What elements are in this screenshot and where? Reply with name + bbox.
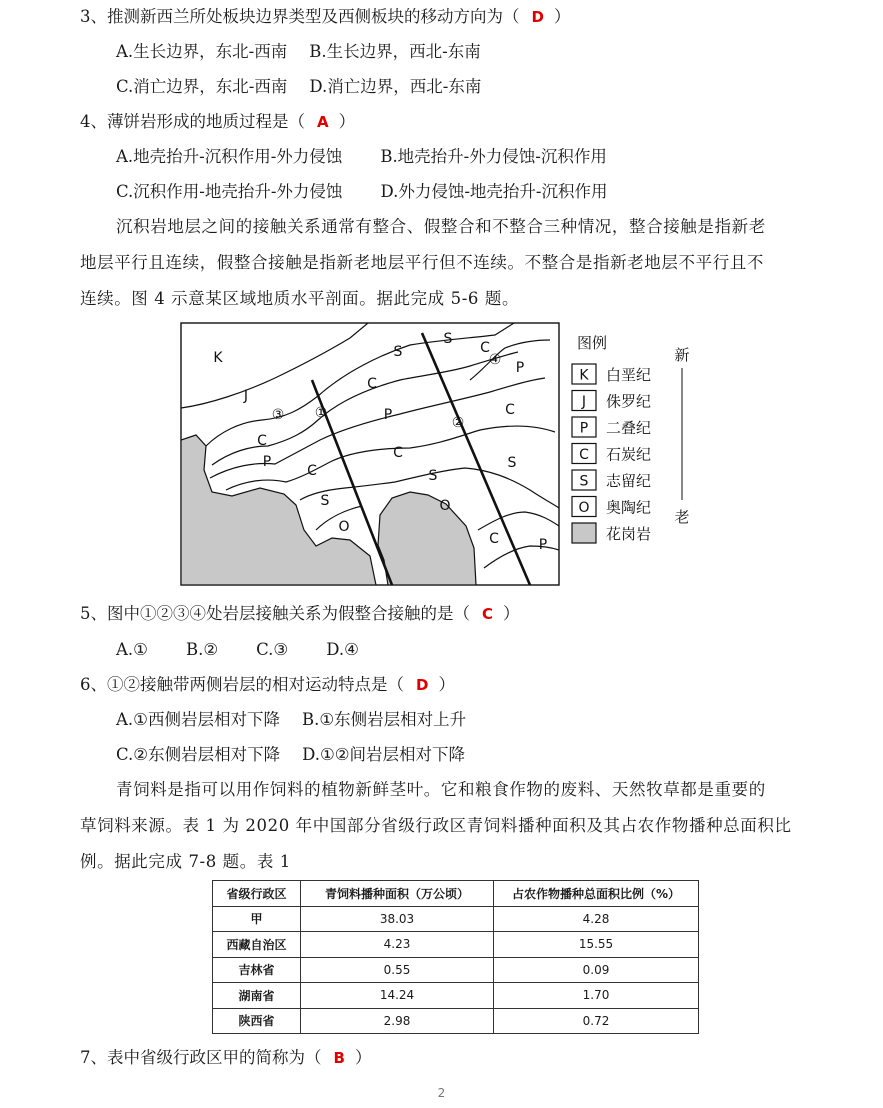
q7-stem xyxy=(80,1047,371,1069)
legend-label: 侏罗纪 xyxy=(606,392,652,411)
cell-area: 2.98 xyxy=(301,1008,494,1034)
q7-answer: B xyxy=(333,1049,345,1067)
q6-option-c: C.②东侧岩层相对下降 xyxy=(116,745,281,764)
axis-label-old: 老 xyxy=(674,508,690,526)
legend-code: C xyxy=(579,447,589,463)
legend-code: J xyxy=(581,394,587,410)
stratum-label: K xyxy=(213,350,223,366)
q6-answer: D xyxy=(416,676,429,694)
legend xyxy=(572,334,651,543)
q4-option-c: C.沉积作用-地壳抬升-外力侵蚀 xyxy=(116,182,343,201)
q6-option-b: B.①东侧岩层相对上升 xyxy=(301,710,467,729)
intro1-line2: 地层平行且连续，假整合接触是指新老地层平行但不连续。不整合是指新老地层不平行且不 xyxy=(80,253,764,272)
legend-code: P xyxy=(579,420,589,437)
legend-code: K xyxy=(579,367,589,384)
cell-province: 西藏自治区 xyxy=(213,932,301,958)
geologic-section-figure xyxy=(180,322,700,590)
stratum-label: O xyxy=(338,519,350,535)
q4-option-a: A.地壳抬升-沉积作用-外力侵蚀 xyxy=(116,147,343,166)
cell-ratio: 0.09 xyxy=(494,957,699,983)
table-row xyxy=(213,957,699,983)
intro1-line1: 沉积岩地层之间的接触关系通常有整合、假整合和不整合三种情况，整合接触是指新老 xyxy=(116,217,766,236)
header-area: 青饲料播种面积（万公顷） xyxy=(301,881,494,907)
q4-stem xyxy=(80,111,355,133)
q5-stem-text: 5、图中①②③④处岩层接触关系为假整合接触的是（ xyxy=(80,604,470,623)
q4-stem-close: ） xyxy=(338,112,356,131)
stratum-label: S xyxy=(320,493,330,509)
cell-area: 0.55 xyxy=(301,957,494,983)
q7-stem-text: 7、表中省级行政区甲的简称为（ xyxy=(80,1048,322,1067)
q5-options xyxy=(116,639,359,661)
q6-options-row2 xyxy=(116,744,465,766)
q6-stem-close: ） xyxy=(438,675,455,694)
stratum-label: S xyxy=(428,468,438,484)
legend-label: 二叠纪 xyxy=(606,419,652,437)
legend-title: 图例 xyxy=(577,334,608,352)
cell-ratio: 0.72 xyxy=(494,1008,699,1034)
q5-option-c: C.③ xyxy=(256,640,289,659)
q7-stem-close: ） xyxy=(354,1048,372,1067)
q5-option-d: D.④ xyxy=(326,640,359,659)
stratum-label: C xyxy=(489,531,499,547)
stratum-label: C xyxy=(307,463,317,479)
stratum-label: P xyxy=(383,407,393,423)
stratum-label: P xyxy=(538,537,548,553)
stratum-label: C xyxy=(367,376,377,392)
cell-ratio: 15.55 xyxy=(494,932,699,958)
stratum-label: S xyxy=(443,331,453,347)
legend-label: 石炭纪 xyxy=(606,445,652,464)
cell-ratio: 1.70 xyxy=(494,983,699,1009)
q4-stem-text: 4、薄饼岩形成的地质过程是（ xyxy=(80,112,305,131)
q4-options-row2 xyxy=(116,181,607,203)
table-header-row xyxy=(213,881,699,907)
q3-answer: D xyxy=(531,8,544,26)
legend-label: 花岗岩 xyxy=(606,525,652,543)
stratum-label: C xyxy=(480,340,490,356)
cell-area: 14.24 xyxy=(301,983,494,1009)
header-ratio: 占农作物播种总面积比例（%） xyxy=(494,881,699,907)
q5-answer: C xyxy=(482,605,494,623)
page-number: 2 xyxy=(437,1086,446,1100)
stratum-label: C xyxy=(505,402,515,418)
age-axis xyxy=(674,346,689,526)
q4-answer: A xyxy=(317,113,329,131)
q6-option-a: A.①西侧岩层相对下降 xyxy=(116,710,280,729)
stratum-label: P xyxy=(262,454,272,470)
cell-area: 38.03 xyxy=(301,906,494,932)
q5-option-b: B.② xyxy=(185,640,219,659)
marker-3: ③ xyxy=(271,407,285,423)
stratum-label: J xyxy=(243,388,249,404)
q3-stem xyxy=(80,6,570,28)
intro2-line2: 草饲料来源。表 1 为 2020 年中国部分省级行政区青饲料播种面积及其占农作物播种总面积比 xyxy=(80,816,792,835)
q5-stem xyxy=(80,603,520,625)
axis-label-new: 新 xyxy=(674,346,690,364)
q3-stem-text: 3、推测新西兰所处板块边界类型及西侧板块的移动方向为（ xyxy=(80,7,520,26)
cell-province: 湖南省 xyxy=(213,983,301,1009)
intro1-line3: 连续。图 4 示意某区域地质水平剖面。据此完成 5-6 题。 xyxy=(80,289,520,308)
stratum-label: S xyxy=(507,455,517,471)
table-row xyxy=(213,932,699,958)
legend-code: S xyxy=(579,473,589,490)
stratum-label: S xyxy=(393,344,403,360)
legend-swatch xyxy=(572,523,596,543)
q3-options-row1 xyxy=(116,41,481,63)
q3-option-c: C.消亡边界，东北-西南 xyxy=(116,77,288,96)
q6-stem-text: 6、①②接触带两侧岩层的相对运动特点是（ xyxy=(80,675,404,694)
cell-province: 吉林省 xyxy=(213,957,301,983)
intro2-line1: 青饲料是指可以用作饲料的植物新鲜茎叶。它和粮食作物的废料、天然牧草都是重要的 xyxy=(116,780,766,799)
cell-area: 4.23 xyxy=(301,932,494,958)
section-map xyxy=(181,323,559,585)
cell-province: 甲 xyxy=(213,906,301,932)
cell-ratio: 4.28 xyxy=(494,906,699,932)
table-row xyxy=(213,906,699,932)
stratum-label: C xyxy=(257,433,267,449)
legend-label: 白垩纪 xyxy=(606,366,652,384)
cell-province: 陕西省 xyxy=(213,1008,301,1034)
header-province: 省级行政区 xyxy=(213,881,301,907)
q4-option-b: B.地壳抬升-外力侵蚀-沉积作用 xyxy=(380,147,607,166)
marker-1: ① xyxy=(314,405,328,421)
table-row xyxy=(213,983,699,1009)
legend-label: 奥陶纪 xyxy=(606,498,652,517)
intro2-line3: 例。据此完成 7-8 题。表 1 xyxy=(80,852,291,871)
q3-option-a: A.生长边界，东北-西南 xyxy=(116,42,288,61)
q3-option-d: D.消亡边界，西北-东南 xyxy=(309,77,482,96)
marker-4: ④ xyxy=(488,352,502,368)
q6-stem xyxy=(80,674,455,696)
stratum-label: P xyxy=(515,360,525,376)
marker-2: ② xyxy=(451,415,465,431)
q4-options-row1 xyxy=(116,146,607,168)
table-row xyxy=(213,1008,699,1034)
stratum-label: O xyxy=(439,498,451,514)
q3-stem-close: ） xyxy=(553,7,571,26)
data-table xyxy=(212,880,699,1034)
q5-option-a: A.① xyxy=(116,640,148,659)
legend-label: 志留纪 xyxy=(606,472,652,490)
q5-stem-close: ） xyxy=(503,604,520,623)
q3-option-b: B.生长边界，西北-东南 xyxy=(309,42,481,61)
q4-option-d: D.外力侵蚀-地壳抬升-沉积作用 xyxy=(380,182,608,201)
legend-code: O xyxy=(578,500,590,516)
stratum-label: C xyxy=(393,445,403,461)
q3-options-row2 xyxy=(116,76,481,98)
q6-options-row1 xyxy=(116,709,466,731)
q6-option-d: D.①②间岩层相对下降 xyxy=(302,745,466,764)
